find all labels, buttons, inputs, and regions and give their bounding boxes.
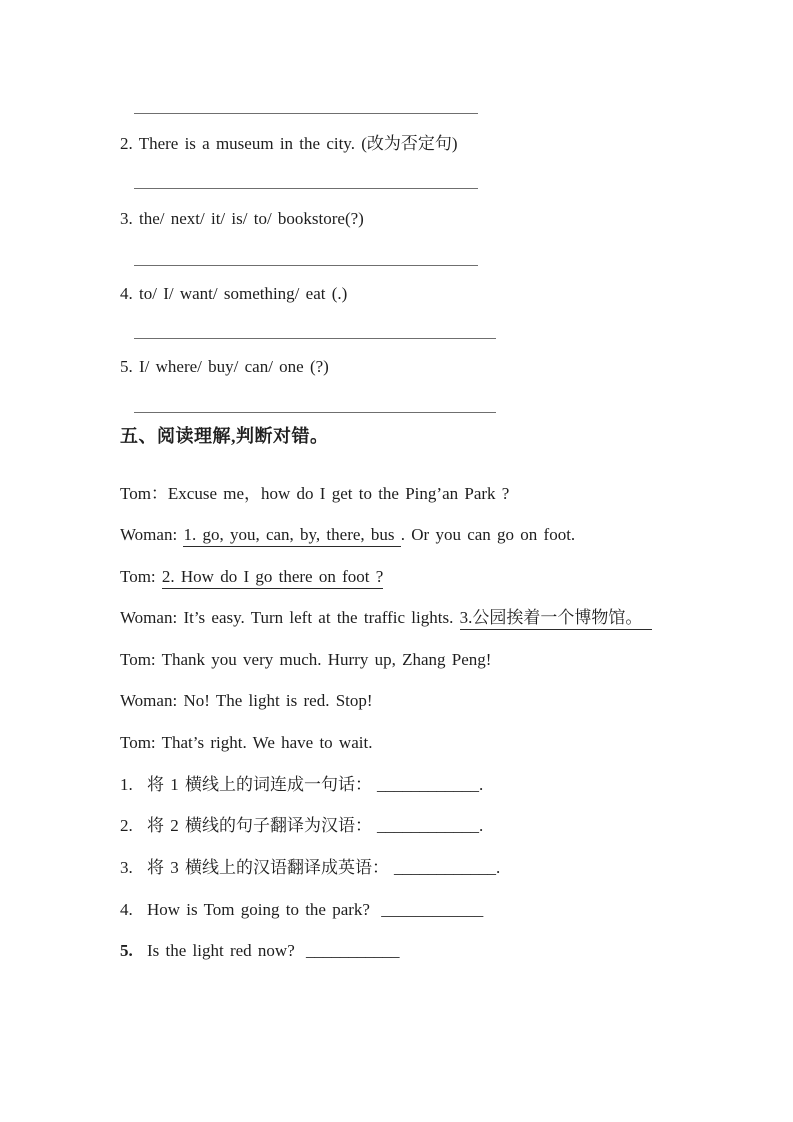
dialogue-text: It’s easy. Turn left at the traffic lights.: [183, 608, 460, 627]
answer-line-item1: [134, 113, 478, 114]
question-number: 2.: [120, 816, 133, 835]
underlined-segment-2: 2. How do I go there on foot ?: [162, 567, 383, 589]
exercise-item-3: [120, 208, 364, 229]
question-prompt: How is Tom going to the park?: [147, 900, 377, 919]
speaker-label: Tom:: [120, 733, 162, 752]
question-line-1: [120, 774, 483, 795]
question-tail: .: [496, 858, 501, 877]
dialogue-text: No! The light is red. Stop!: [183, 691, 373, 710]
underlined-segment-3: 3.公园挨着一个博物馆。: [460, 608, 653, 630]
speaker-label: Woman:: [120, 691, 184, 710]
dialogue-text: . Or you can go on foot.: [400, 525, 576, 544]
dialogue-text: That’s right. We have to wait.: [161, 733, 373, 752]
exercise-item-2: [120, 133, 458, 154]
answer-line-item3: [134, 265, 478, 266]
question-number: 5.: [120, 941, 133, 960]
dialogue-text: Thank you very much. Hurry up, Zhang Peng!: [161, 650, 492, 669]
exercise-item-text: 4. to/ I/ want/ something/ eat (.): [120, 284, 348, 303]
speaker-label: Tom:: [120, 567, 162, 586]
question-line-3: [120, 857, 500, 878]
answer-line-item5: [134, 412, 496, 413]
exercise-item-text: 2. There is a museum in the city. (改为否定句): [120, 134, 458, 153]
question-prompt: 将 3 横线上的汉语翻译成英语：: [147, 858, 389, 877]
speaker-label: Woman:: [120, 608, 184, 627]
question-line-2: [120, 815, 483, 836]
question-prompt: Is the light red now?: [147, 941, 301, 960]
section-heading: [120, 426, 329, 447]
exercise-item-5: [120, 356, 329, 377]
dialogue-line-1: [120, 483, 509, 504]
question-tail: .: [479, 775, 484, 794]
dialogue-line-7: [120, 732, 372, 753]
speaker-label: Woman:: [120, 525, 184, 544]
question-prompt: 将 1 横线上的词连成一句话：: [147, 775, 372, 794]
question-number: 3.: [120, 858, 133, 877]
speaker-label: Tom：: [120, 484, 168, 503]
answer-blank: ___________: [306, 941, 400, 960]
answer-blank: ____________: [381, 900, 484, 919]
answer-blank: ____________: [377, 775, 479, 794]
question-number: 1.: [120, 775, 133, 794]
question-number: 4.: [120, 900, 133, 919]
question-prompt: 将 2 横线的句子翻译为汉语：: [147, 816, 372, 835]
dialogue-line-2: [120, 524, 575, 545]
dialogue-line-5: [120, 649, 491, 670]
dialogue-line-3: [120, 566, 383, 587]
question-line-5: [120, 940, 400, 961]
answer-line-item2: [134, 188, 478, 189]
dialogue-line-4: [120, 607, 652, 628]
exercise-item-4: [120, 283, 347, 304]
question-tail: .: [479, 816, 484, 835]
answer-line-item4: [134, 338, 496, 339]
dialogue-line-6: [120, 690, 373, 711]
section-heading-text: 五、阅读理解,判断对错。: [120, 426, 329, 446]
question-line-4: [120, 899, 483, 920]
answer-blank: ____________: [394, 858, 496, 877]
speaker-label: Tom:: [120, 650, 162, 669]
exercise-item-text: 3. the/ next/ it/ is/ to/ bookstore(?): [120, 209, 364, 228]
exercise-item-text: 5. I/ where/ buy/ can/ one (?): [120, 357, 329, 376]
dialogue-text: Excuse me，how do I get to the Ping’an Park ?: [167, 484, 510, 503]
answer-blank: ____________: [377, 816, 479, 835]
underlined-segment-1: 1. go, you, can, by, there, bus: [183, 525, 400, 547]
